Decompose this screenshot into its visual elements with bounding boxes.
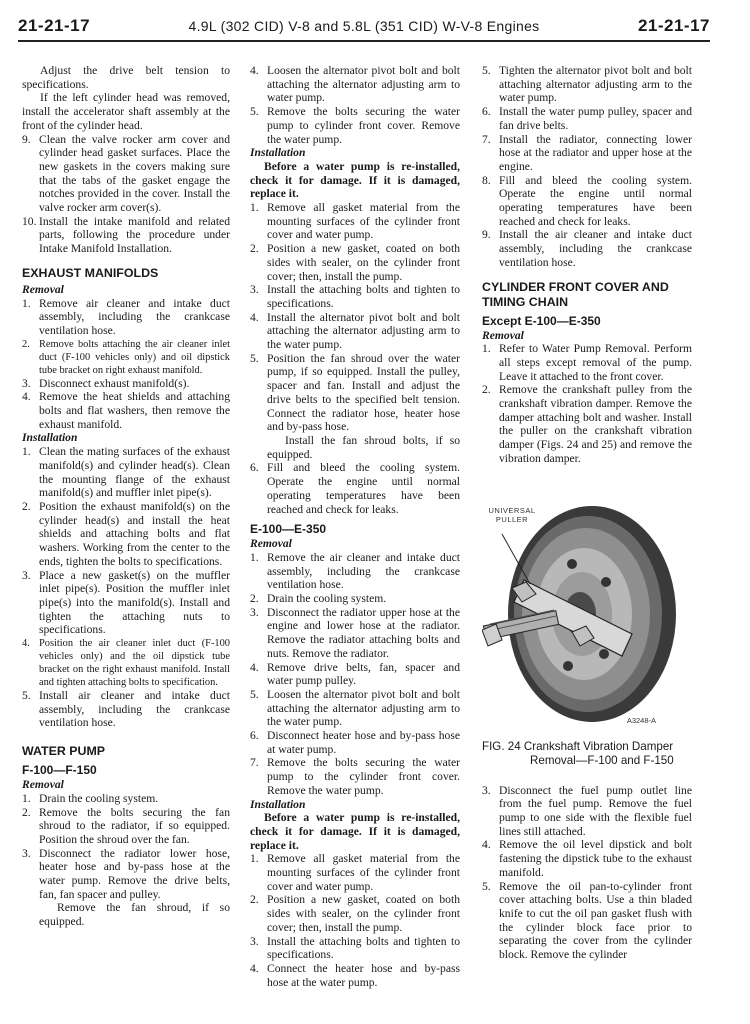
list-item: 3. Disconnect the radiator lower hose, heater hose and by-pass hose at the water pump. Remove the drive belts, fan, fan spacer and pulley.	[22, 846, 230, 901]
subsection-heading: F-100—F-150	[22, 763, 97, 778]
subheading: Removal	[482, 328, 524, 342]
subheading: Removal	[22, 282, 64, 296]
list-item: 7. Install the radiator, connecting lower hose at the radiator and upper hose at the engine.	[482, 132, 692, 173]
list-item: 6. Fill and bleed the cooling system. Operate the engine until normal operating temperatures have been reached and check for leaks.	[250, 461, 460, 516]
list-item: 4. Connect the heater hose and by-pass hose at the water pump.	[250, 962, 460, 989]
page-number-right: 21-21-17	[637, 16, 710, 35]
list-item: 5. Position the fan shroud over the water pump, if so equipped. Install the pulley, spacer and fan. Install and adjust the drive belts to the specified belt tension. Connect the radiator hose, heater hose and by-pass hose.	[250, 351, 460, 434]
list-item: 9. Clean the valve rocker arm cover and cylinder head gasket surfaces. Place the new gaskets in the covers making sure that the tabs of the gasket engage the notches provided in the cover. Install the valve rocker arm cover(s).	[22, 132, 230, 215]
subsection-heading: E-100—E-350	[250, 522, 327, 537]
list-item: 2. Drain the cooling system.	[250, 592, 387, 606]
list-item: 4. Loosen the alternator pivot bolt and bolt attaching the alternator adjusting arm to water pump.	[250, 64, 460, 105]
section-heading: CYLINDER FRONT COVER AND TIMING CHAIN	[482, 279, 669, 309]
list-item: 6. Disconnect heater hose and by-pass hose at water pump.	[250, 729, 460, 756]
paragraph: Remove the fan shroud, if so equipped.	[39, 901, 230, 929]
subheading: Installation	[22, 431, 78, 445]
list-item: 4. Remove drive belts, fan, spacer and water pump pulley.	[250, 660, 460, 688]
list-item: 1. Drain the cooling system.	[22, 791, 159, 805]
paragraph: Adjust the drive belt tension to specifications.	[22, 64, 230, 91]
subheading: Installation	[250, 146, 306, 160]
subsection-heading: Except E-100—E-350	[482, 313, 601, 328]
list-item: 1. Refer to Water Pump Removal. Perform all steps except removal of the pump. Leave it attached to the front cover.	[482, 342, 692, 383]
list-item: 4. Remove the oil level dipstick and bolt fastening the dipstick tube to the exhaust manifold.	[482, 838, 692, 879]
list-item: 4. Install the alternator pivot bolt and bolt attaching the alternator adjusting arm to the water pump.	[250, 310, 460, 352]
subheading: Removal	[22, 778, 64, 792]
list-item: 4. Position the air cleaner inlet duct (F-100 vehicles only) and the oil dipstick tube bracket on the right exhaust manifold. Install and tighten attaching bolts to specification.	[22, 638, 230, 689]
list-item: 6. Install the water pump pulley, spacer and fan drive belts.	[482, 105, 692, 132]
list-item: 2. Position a new gasket, coated on both sides with sealer, on the cylinder front cover; then, install the pump.	[250, 242, 460, 283]
subheading: Installation	[250, 797, 306, 811]
list-item: 1. Remove all gasket material from the mounting surfaces of the cylinder front cover and water pump.	[250, 201, 460, 242]
page-title: 4.9L (302 CID) V-8 and 5.8L (351 CID) W-V-8 Engines	[188, 18, 540, 34]
list-item: 5. Loosen the alternator pivot bolt and bolt attaching the alternator adjusting arm to the water pump.	[250, 687, 460, 729]
warning-note: Before a water pump is re-installed, check it for damage. If it is damaged, replace it.	[250, 811, 460, 852]
list-item: 1. Remove all gasket material from the mounting surfaces of the cylinder front cover and water pump.	[250, 852, 460, 893]
list-item: 5. Install air cleaner and intake duct assembly, including the crankcase ventilation hose.	[22, 689, 230, 730]
section-heading: EXHAUST MANIFOLDS	[22, 265, 159, 280]
list-item: 2. Remove the crankshaft pulley from the crankshaft vibration damper. Remove the damper attaching bolt and washer. Install the puller on the crankshaft vibration damper (Figs. 24 and 25) and remove the vibration damper.	[482, 383, 692, 465]
list-item: 10. Install the intake manifold and related parts, following the procedure under Intake Manifold Installation.	[22, 214, 230, 256]
list-item: 5. Remove the oil pan-to-cylinder front cover attaching bolts. Use a thin bladed knife to cut the oil pan gasket flush with the cylinder block face prior to separating the cover from the cylinder block. Remove the cylinder	[482, 879, 692, 962]
figure-24	[482, 484, 692, 734]
list-item: 2. Position the exhaust manifold(s) on the cylinder head(s) and install the heat shields and attaching bolts and flat washers. Working from the center to the ends, tighten the bolts to specifications.	[22, 499, 230, 568]
list-item: 3. Install the attaching bolts and tighten to specifications.	[250, 283, 460, 310]
figure-label: UNIVERSAL PULLER	[488, 505, 536, 524]
list-item: 4. Remove the heat shields and attaching bolts and flat washers, then remove the exhaust manifold.	[22, 390, 230, 431]
column-left	[22, 64, 230, 929]
warning-note: Before a water pump is re-installed, check it for damage. If it is damaged, replace it.	[250, 159, 460, 201]
list-item: 3. Place a new gasket(s) on the muffler inlet pipe(s). Position the muffler inlet pipe(s) into the manifold(s). Install and tighten the attaching nuts to specifications.	[22, 568, 230, 637]
list-item: 1. Clean the mating surfaces of the exhaust manifold(s) and cylinder head(s). Clean the mounting flange of the exhaust manifold(s) and muffler inlet pipe(s).	[22, 445, 230, 500]
list-item: 3. Disconnect the fuel pump outlet line from the fuel pump. Remove the fuel pump to one side with the flexible fuel lines still attached.	[482, 783, 692, 838]
list-item: 5. Tighten the alternator pivot bolt and bolt attaching alternator adjusting arm to the water pump.	[482, 64, 692, 105]
list-item: 2. Position a new gasket, coated on both sides with sealer, on the cylinder front cover; then, install the pump.	[250, 893, 460, 934]
section-heading: WATER PUMP	[22, 744, 106, 759]
paragraph: Install the fan shroud bolts, if so equipped.	[267, 433, 460, 461]
list-item: 8. Fill and bleed the cooling system. Operate the engine until normal operating temperatures have been reached and check for leaks.	[482, 173, 692, 228]
list-item: 2. Remove bolts attaching the air cleaner inlet duct (F-100 vehicles only) and oil dipstick tube bracket on right exhaust manifold.	[22, 338, 230, 376]
list-item: 1. Remove air cleaner and intake duct assembly, including the crankcase ventilation hose.	[22, 296, 230, 337]
list-item: 3. Disconnect the radiator upper hose at the engine and lower hose at the radiator. Remove the radiator attaching bolts and nuts. Remove the radiator.	[250, 605, 460, 660]
list-item: 9. Install the air cleaner and intake duct assembly, including the crankcase ventilation hose.	[482, 228, 692, 269]
list-item: 2. Remove the bolts securing the fan shroud to the radiator, if so equipped. Position the shroud over the fan.	[22, 805, 230, 846]
column-right	[482, 64, 692, 962]
page-header	[18, 14, 710, 42]
paragraph: If the left cylinder head was removed, install the accelerator shaft assembly at the front of the cylinder head.	[22, 91, 230, 132]
caption-line: Removal—F-100 and F-150	[530, 753, 674, 767]
list-item: 5. Remove the bolts securing the water pump to cylinder front cover. Remove the water pump.	[250, 105, 460, 146]
list-item: 1. Remove the air cleaner and intake duct assembly, including the crankcase ventilation hose.	[250, 550, 460, 592]
page-number-left: 21-21-17	[18, 16, 91, 35]
subheading: Removal	[250, 537, 292, 551]
column-middle	[250, 64, 460, 989]
figure-code: A3248-A	[626, 715, 656, 725]
figure-caption	[482, 740, 692, 768]
list-item: 7. Remove the bolts securing the water pump to the cylinder front cover. Remove the water pump.	[250, 756, 460, 797]
list-item: 3. Install the attaching bolts and tighten to specifications.	[250, 934, 460, 962]
caption-line: FIG. 24 Crankshaft Vibration Damper	[482, 739, 674, 753]
list-item: 3. Disconnect exhaust manifold(s).	[22, 376, 190, 390]
